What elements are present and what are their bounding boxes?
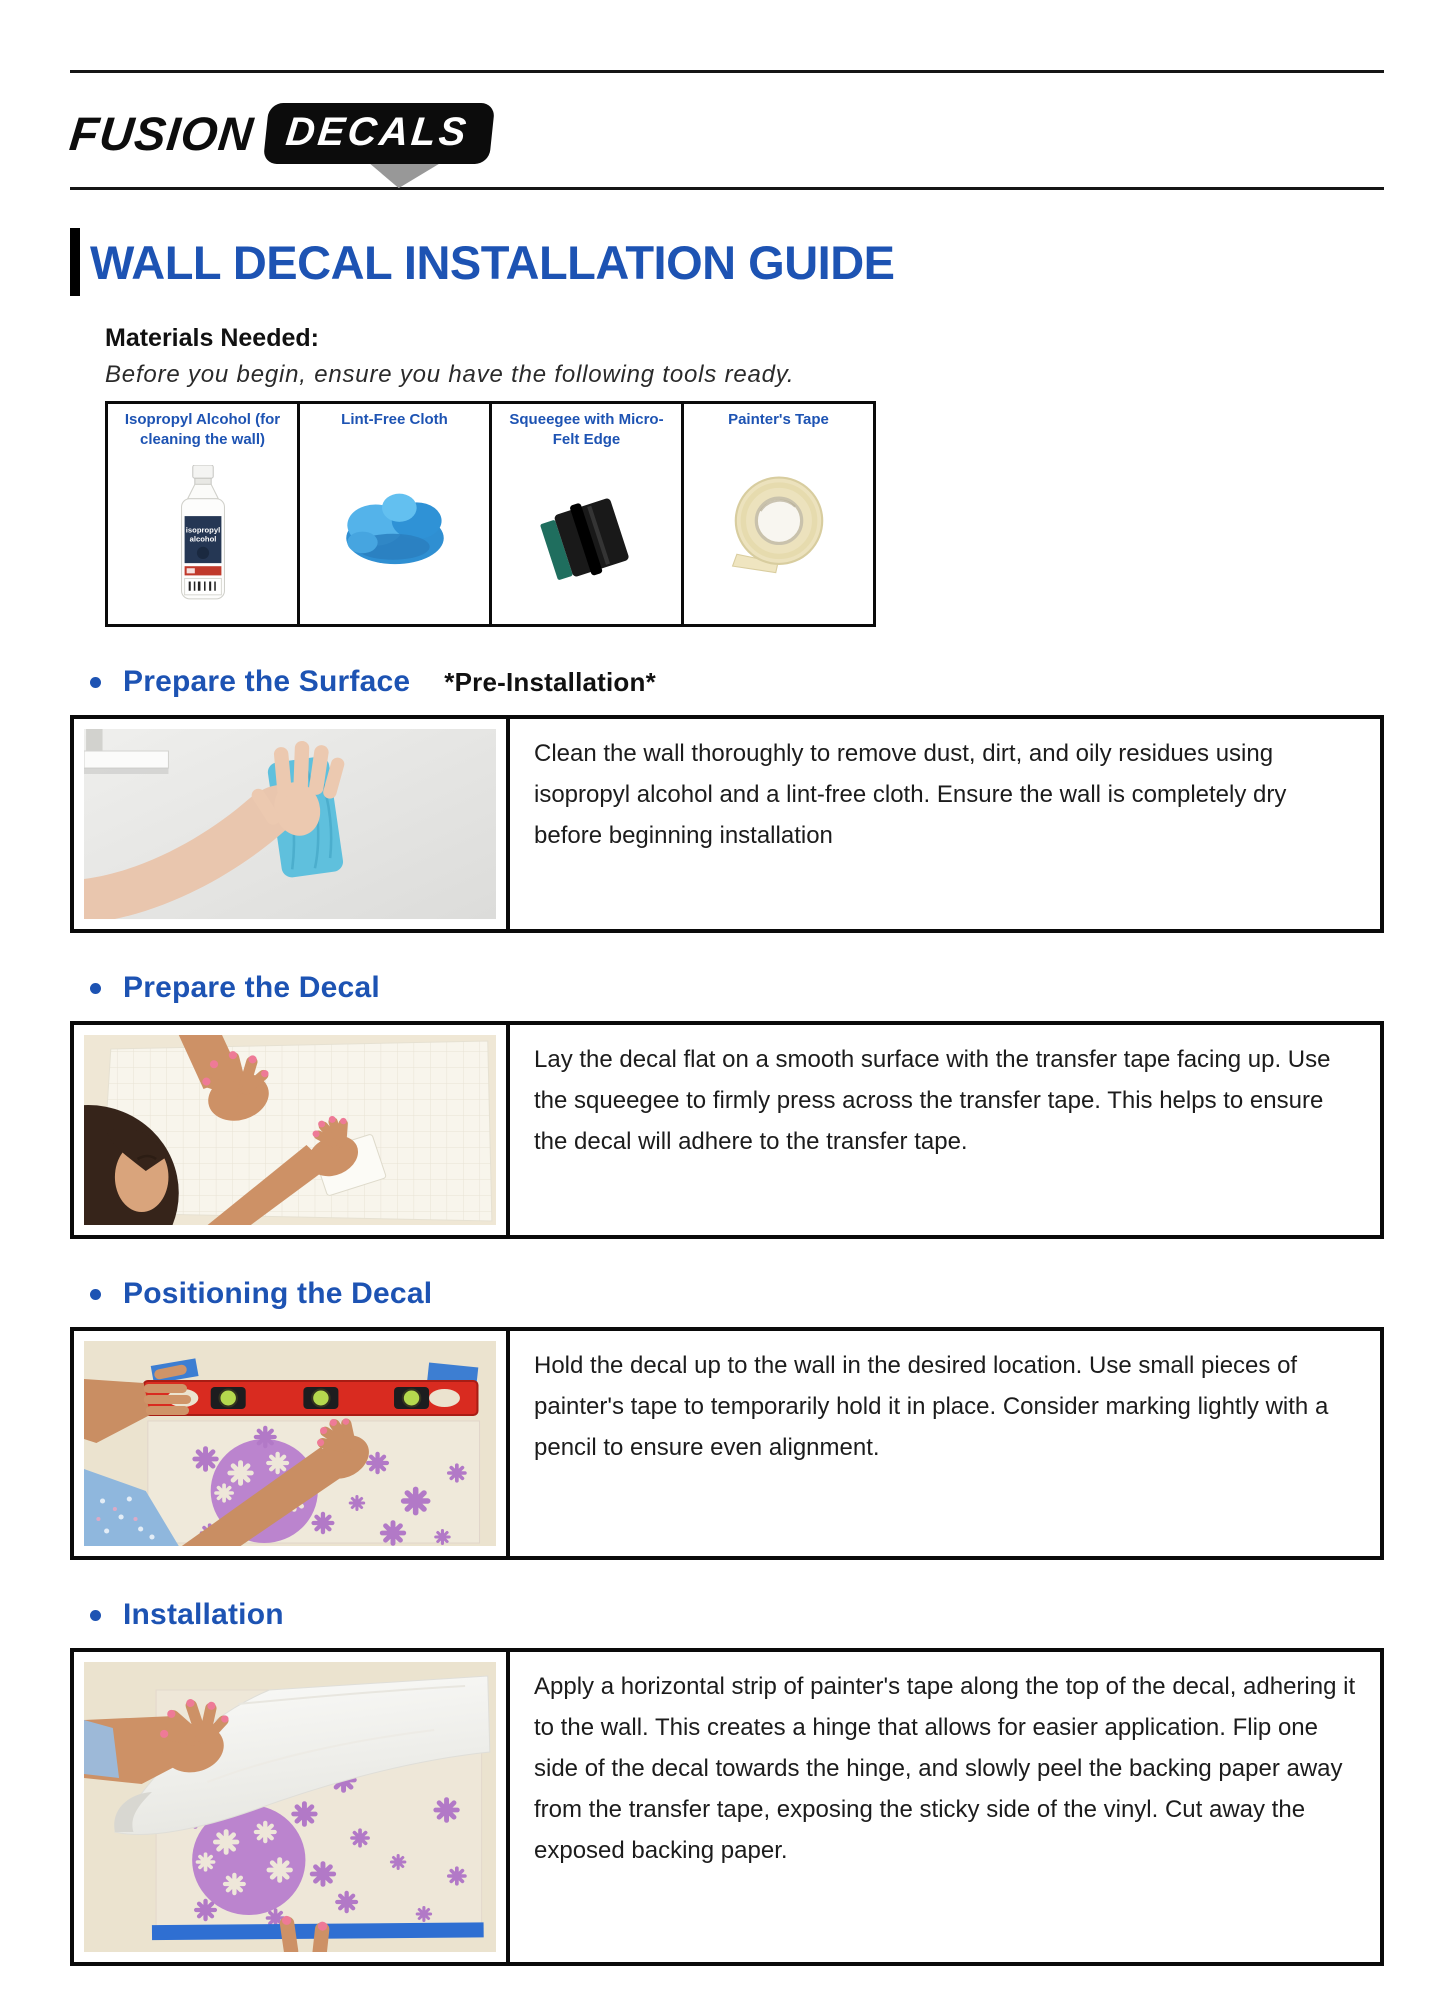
- material-cell-isopropyl-alcohol: [107, 403, 299, 626]
- material-label: Painter's Tape: [728, 411, 829, 428]
- squeegee-transfer-tape-photo: [84, 1035, 496, 1225]
- section-heading: [90, 1277, 1384, 1311]
- section-heading-text: Prepare the Decal: [123, 971, 380, 1004]
- section-heading: [90, 971, 1384, 1005]
- title-accent-bar: [70, 228, 80, 296]
- section-heading-text: Prepare the Surface: [123, 665, 411, 698]
- step-photo-cell: [72, 1023, 508, 1237]
- material-label: Lint-Free Cloth: [341, 411, 448, 428]
- material-cell-painters-tape: [683, 403, 875, 626]
- step-text-cell: [508, 1329, 1382, 1558]
- material-cell-lint-free-cloth: [299, 403, 491, 626]
- section-positioning-the-decal: [70, 1277, 1384, 1560]
- step-photo-cell: [72, 1650, 508, 1964]
- step-table: [70, 1021, 1384, 1239]
- step-text: Clean the wall thoroughly to remove dust, dirt, and oily residues using isopropyl alcohol and a lint-free cloth. Ensure the wall is completely dry before beginning installation: [534, 740, 1287, 849]
- section-heading: [90, 665, 1384, 699]
- materials-section: [105, 324, 1384, 627]
- section-installation: [70, 1598, 1384, 1966]
- peeling-backing-paper-photo: [84, 1662, 496, 1952]
- step-photo-cell: [72, 1329, 508, 1558]
- logo-decals-text: DECALS: [262, 103, 495, 164]
- logo-decals-badge: [266, 103, 492, 164]
- materials-heading: Materials Needed:: [105, 324, 319, 352]
- svg-text:isopropyl: isopropyl: [185, 524, 220, 534]
- materials-row: [107, 403, 875, 626]
- materials-subheading: Before you begin, ensure you have the following tools ready.: [105, 361, 795, 388]
- step-text-cell: [508, 717, 1382, 931]
- step-text-cell: [508, 1023, 1382, 1237]
- painters-tape-icon: [692, 430, 865, 619]
- wall-cleaning-photo: [84, 729, 496, 919]
- isopropyl-alcohol-bottle-icon: [116, 449, 289, 618]
- section-heading-text: Installation: [123, 1598, 284, 1631]
- step-text: Apply a horizontal strip of painter's tape along the top of the decal, adhering it to the wall. This creates a hinge that allows for easier application. Flip one side of the decal towards the hinge, and slowly peel the backing paper away from the transfer tape, exposing the sticky side of the vinyl. Cut away the exposed backing paper.: [534, 1673, 1356, 1864]
- step-text: Lay the decal flat on a smooth surface with the transfer tape facing up. Use the squeegee to firmly press across the transfer tape. This helps to ensure the decal will adhere to the transfer tape.: [534, 1046, 1331, 1155]
- title-text: WALL DECAL INSTALLATION GUIDE: [90, 235, 895, 289]
- step-table: [70, 1327, 1384, 1560]
- section-heading-text: Positioning the Decal: [123, 1277, 433, 1310]
- section-heading-note: *Pre-Installation*: [444, 666, 656, 697]
- squeegee-icon: [500, 449, 673, 618]
- section-prepare-the-decal: [70, 971, 1384, 1239]
- material-label: Isopropyl Alcohol (for cleaning the wall): [124, 411, 281, 448]
- materials-table: [105, 401, 876, 627]
- section-prepare-the-surface: [70, 665, 1384, 933]
- header-divider: [70, 187, 1384, 190]
- bullet-icon: [90, 983, 101, 994]
- step-text: Hold the decal up to the wall in the desired location. Use small pieces of painter's tape to temporarily hold it in place. Consider marking lightly with a pencil to ensure even alignment.: [534, 1352, 1329, 1461]
- svg-text:alcohol: alcohol: [189, 534, 216, 544]
- step-table: [70, 1648, 1384, 1966]
- bullet-icon: [90, 1610, 101, 1621]
- step-table: [70, 715, 1384, 933]
- step-text-cell: [508, 1650, 1382, 1964]
- fusion-decals-logo: [67, 103, 492, 164]
- section-heading: [90, 1598, 1384, 1632]
- lint-free-cloth-icon: [308, 430, 481, 619]
- step-photo-cell: [72, 717, 508, 931]
- bullet-icon: [90, 1289, 101, 1300]
- page-title: [70, 226, 1384, 298]
- bullet-icon: [90, 677, 101, 688]
- material-label: Squeegee with Micro-Felt Edge: [509, 411, 664, 448]
- logo-fusion-text: FUSION: [67, 106, 257, 160]
- level-positioning-photo: [84, 1341, 496, 1546]
- material-cell-squeegee: [491, 403, 683, 626]
- header: [67, 73, 1384, 187]
